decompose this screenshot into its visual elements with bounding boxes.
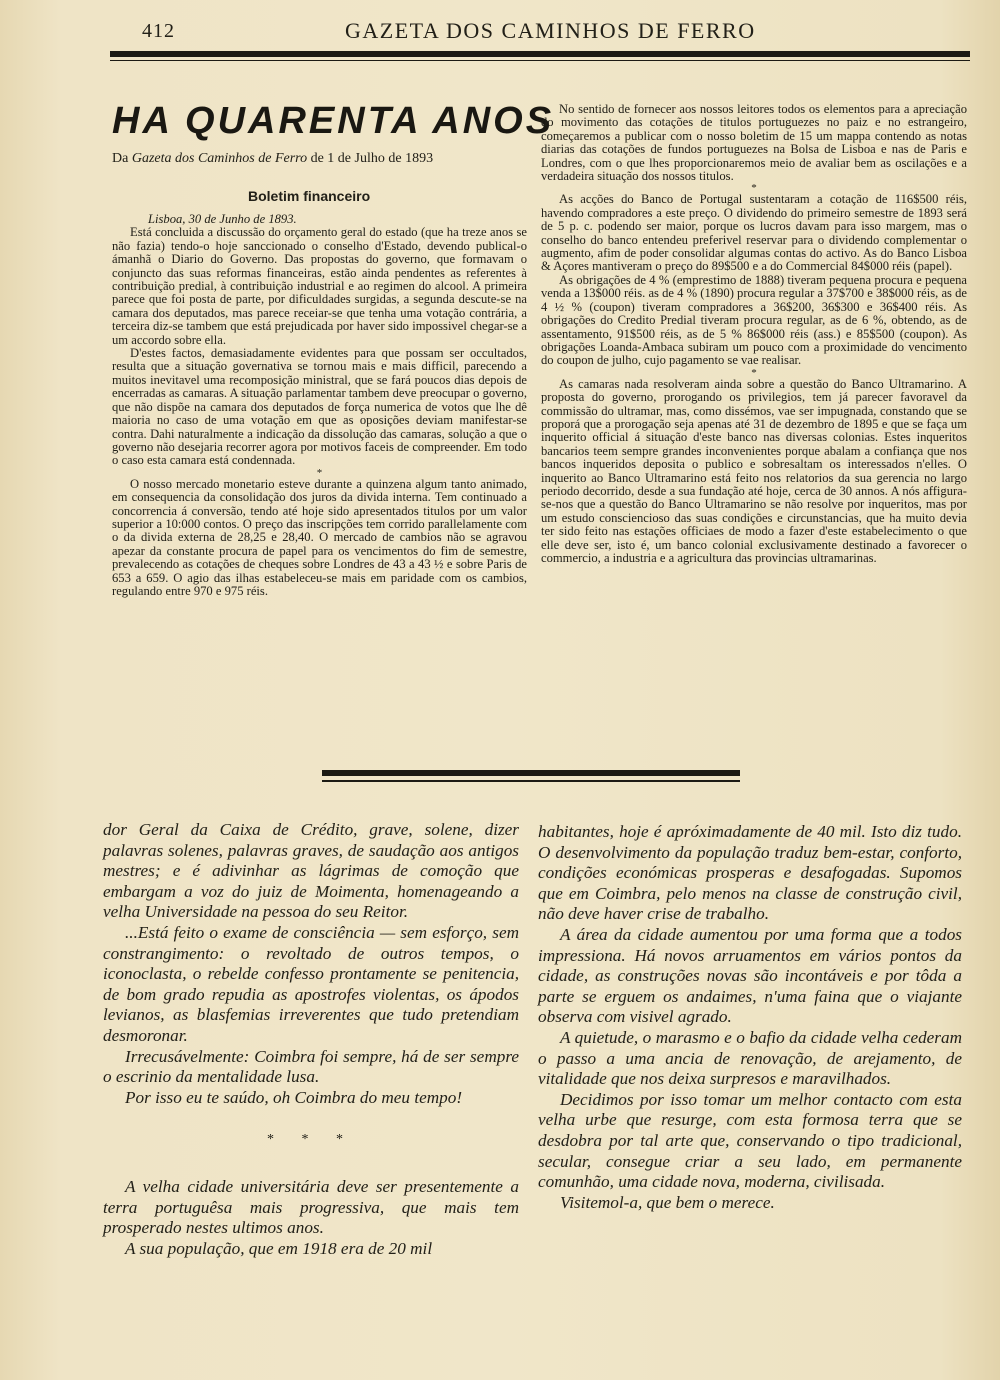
source-suffix: de 1 de Julho de 1893 xyxy=(307,151,434,166)
paragraph: ...Está feito o exame de consciência — sem esforço, sem constrangimento: o revoltado de outros tempos, o iconoclasta, o rebelde confesso prontamente se penitencia, de bom grado repudia as apostrofes violentas, os ápodos levianos, as blasfemias irreverentes que tudo pretendiam desmoronar. xyxy=(103,922,519,1045)
asterisk-separator: * xyxy=(751,366,757,379)
asterisk-separator: * xyxy=(751,182,757,195)
section-divider-thin xyxy=(322,780,740,782)
article-column-left xyxy=(103,820,519,1259)
paragraph: Está concluida a discussão do orçamento geral do estado (que ha treze anos se não fazia) tendo-o hoje sanccionado o conselho d'Estado, devendo publical-o ámanhã o Diario do Governo. Das propostas do governo, que formavam o conjuncto das suas reformas financeiras, estão ainda pendentes as referentes à contribuição predial, à contribuição industrial e ao regimen do alcool. A primeira parece que foi posta de parte, por dificuldades surgidas, a segunda descute-se na camara dos deputados, mas parece receiar-se que tenha uma votação contrária, a terceira diz-se tambem que está prejudicada por haver sido impossivel chegar-se a um accordo sobre ella. xyxy=(112,225,527,347)
section-divider-thick xyxy=(322,770,740,776)
paragraph: A sua população, que em 1918 era de 20 mil xyxy=(125,1238,433,1258)
paragraph: Decidimos por isso tomar um melhor contacto com esta velha urbe que resurge, com esta formosa terra que se desdobra por tal arte que, conservando o tipo tradicional, secular, consegue criar a seu lado, em permanente comunhão, uma cidade nova, moderna, civilisada. xyxy=(538,1089,962,1192)
paragraph: As acções do Banco de Portugal sustentaram a cotação de 116$500 réis, havendo compradores a este preço. O dividendo do primeiro semestre de 1893 será de 5 p. c. podendo ser maior, porque os lucros davam para isso margem, mas o conselho do banco entendeu preferivel reservar para o dividendo complementar o augmento, afim de poder consolidar algumas contas do activo. As do Banco Lisboa & Açores mantiveram o preço do 89$500 e a do Commercial 84$000 réis (papel). xyxy=(541,192,967,274)
source-line xyxy=(112,151,532,167)
subheading: Boletim financeiro xyxy=(248,188,371,204)
asterisk-separator: * * * xyxy=(267,1132,355,1148)
paragraph: A velha cidade universitária deve ser presentemente a terra portuguêsa mais progressiva, que mais tem prosperado nestes ultimos anos. xyxy=(103,1176,519,1238)
paragraph: habitantes, hoje é apróximadamente de 40 mil. Isto diz tudo. O desenvolvimento da população traduz bem-estar, conforto, condições económicas prosperas e desafogadas. Supomos que em Coimbra, pelo menos na classe de construção civil, não deve haver crise de trabalho. xyxy=(538,822,962,924)
paragraph: A área da cidade aumentou por uma forma que a todos impressiona. Há novos arruamentos em vários pontos da cidade, as construções novas são incontáveis e por tôda a parte se erguem os andaimes, n'uma faina que o viajante observa com visivel agrado. xyxy=(538,924,962,1027)
paragraph: dor Geral da Caixa de Crédito, grave, solene, dizer palavras solenes, palavras graves, de saudação aos antigos mestres; e é adivinhar as lágrimas de comoção que embargam a voz do juiz de Moimenta, homenageando a velha Universidade na pessoa do seu Reitor. xyxy=(103,820,519,922)
paragraph: Irrecusávelmente: Coimbra foi sempre, há de ser sempre o escrinio da mentalidade lusa. xyxy=(103,1046,519,1087)
paragraph: As obrigações de 4 % (emprestimo de 1888) tiveram pequena procura e pequena venda a 13$000 réis. as de 4 % (1890) procura regular a 37$700 e 38$000 réis, as de 4 ½ % (coupon) tiveram compradores a 36$200, 36$300 e 36$400 réis. As obrigações do Credito Predial tiveram procura regular, as de 6 %, obtendo, as de assentamento, 91$500 réis, as de 5 % 86$000 réis (ass.) e 85$500 (coupon). As obrigações Loanda-Ambaca subiram um pouco com a proximidade do vencimento do coupon de julho, cujo pagamento se vae realisar. xyxy=(541,272,967,368)
page-number: 412 xyxy=(142,20,175,42)
running-title: GAZETA DOS CAMINHOS DE FERRO xyxy=(345,18,756,43)
header-rule-thick xyxy=(110,51,970,57)
bulletin-column-left xyxy=(112,213,527,598)
section-title: HA QUARENTA ANOS xyxy=(112,100,555,142)
source-journal: Gazeta dos Caminhos de Ferro xyxy=(131,151,308,166)
paragraph: Visitemol-a, que bem o merece. xyxy=(560,1192,775,1212)
asterisk-separator: * xyxy=(316,466,323,479)
paragraph: No sentido de fornecer aos nossos leitores todos os elementos para a apreciação do movimento das cotações de titulos portuguezes no paiz e no estrangeiro, começaremos a publicar com o nosso boletim de 15 um mappa contendo as notas diarias das cotações de fundos portuguezes na Bolsa de Lisboa e nas de Paris e Londres, com o que lhes proporcionaremos meio de avaliar bem as oscilações e a verdadeira situação dos nossos titulos. xyxy=(541,102,967,184)
paragraph: D'estes factos, demasiadamente evidentes para que possam ser occultados, resulta que a situação governativa se tornou mais e mais difficil, parecendo a muitos inevitavel uma recomposição ministral, que se fará poucos dias depois de encerradas as camaras. A situação parlamentar tambem deve preocupar o governo, que não dispõe na camara dos deputados de força numerica de votos que lhe dê maioria no caso de uma votação em que as oposições deviam manifestar-se contra. Dahi naturalmente a indicação da dissolução das camaras, solução a que o governo não desejaria recorrer agora por motivos faceis de compreender. Em todo o caso esta camara está condennada. xyxy=(112,346,527,468)
paragraph: A quietude, o marasmo e o bafio da cidade velha cederam o passo a uma ancia de renovação, de arejamento, de vitalidade que nos deixa surpresos e maravilhados. xyxy=(538,1027,962,1089)
article-column-right xyxy=(538,822,962,1213)
paragraph: Por isso eu te saúdo, oh Coimbra do meu tempo! xyxy=(125,1087,463,1107)
paragraph: As camaras nada resolveram ainda sobre a questão do Banco Ultramarino. A proposta do governo, prorogando os privilegios, tem já parecer favoravel da commissão do ultramar, mas, como dissémos, vae ser impugnada, constando que se proporá que a prorogação seja apenas até 31 de dezembro de 1895 e que se faça um inquerito official á situação d'este banco nas diversas colonias. Estes inqueritos bancarios teem sempre grandes inconvenientes porque abalam a confiança que nos bancos inqueridos deposita o publico e sobresaltam os interessados n'elles. O inquerito ao Banco Ultramarino está feito nos relatorios da sua gerencia no largo periodo decorrido, desde a sua fundação até hoje, cerca de 30 annos. A nós affigura-se-nos que a questão do Banco Ultramarino se não resolve por inqueritos, mas por um estudo consciencioso das suas condições e circunstancias, que ha muito devia ter sido feito nas estações officiaes de modo a fazer d'este estabelecimento o que elle deve ser, isto é, um banco colonial exclusivamente destinado a favorecer o commercio, a industria e a agricultura das provincias ultramarinas. xyxy=(541,376,967,565)
dateline: Lisboa, 30 de Junho de 1893. xyxy=(148,212,297,226)
header-rule-thin xyxy=(110,60,970,61)
bulletin-column-right xyxy=(541,103,967,565)
source-prefix: Da xyxy=(112,151,132,166)
paragraph: O nosso mercado monetario esteve durante a quinzena algum tanto animado, em consequencia da consolidação dos juros da divida interna. Tem continuado a concorrencia á conversão, tendo até hoje sido apresentados titulos por um valor superior a 10:000 contos. O preço das inscripções tem corrido parallelamente com o da divida externa de 28,25 e 28,40. O mercado de cambios não se agravou apezar da constante procura de papel para os vencimentos do fim de semestre, prevalecendo as cotações de cheques sobre Londres de 43 a 43 ½ e sobre Paris de 653 a 659. O agio das ilhas estabeleceu-se mais em paridade com os cambios, regulando entre 970 e 975 réis. xyxy=(112,476,527,598)
